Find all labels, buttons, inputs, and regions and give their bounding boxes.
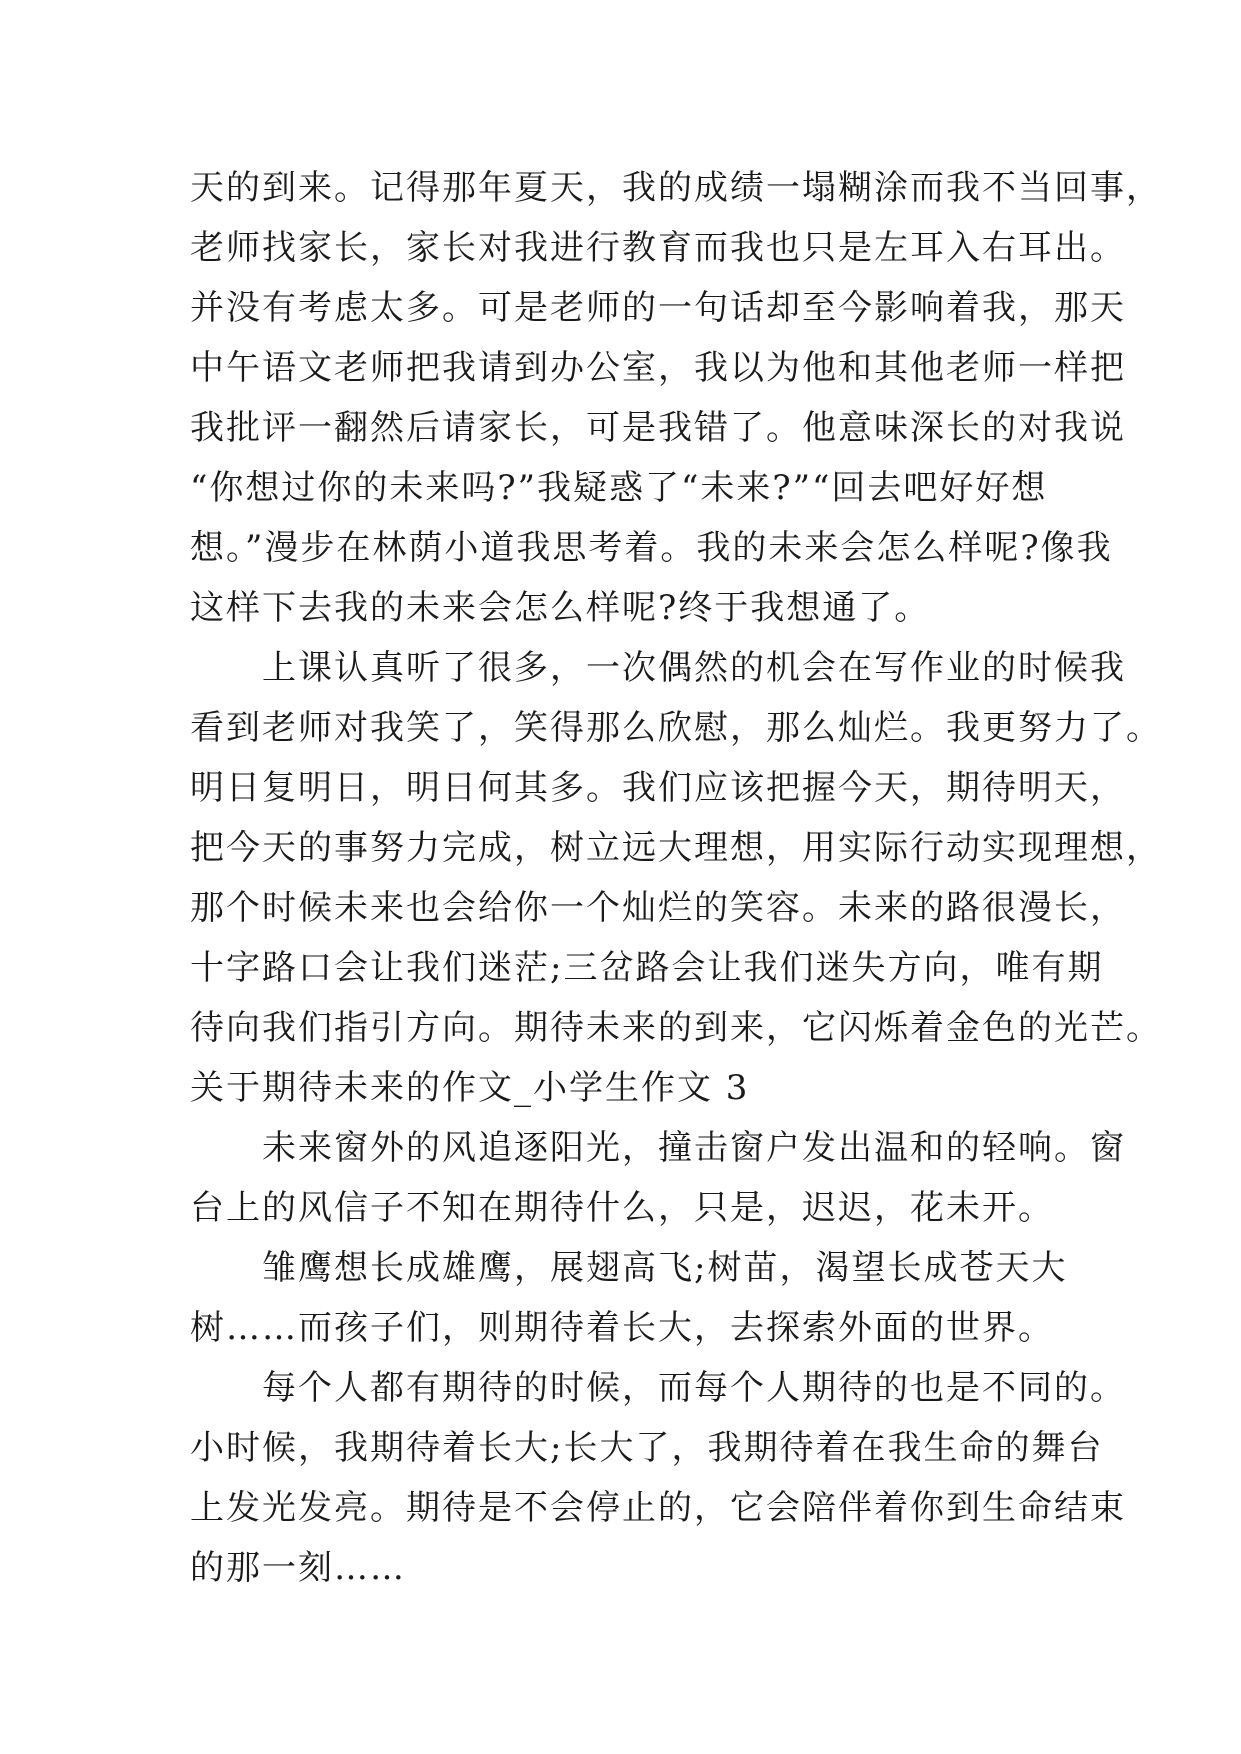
- essay-text: [190, 158, 1162, 1598]
- text-line: 小时候，我期待着长大;长大了，我期待着在我生命的舞台: [190, 1428, 1104, 1468]
- section-heading: 关于期待未来的作文_小学生作文 3: [190, 1068, 750, 1108]
- text-line: 上课认真听了很多，一次偶然的机会在写作业的时候我: [190, 648, 1126, 688]
- text-line: 天的到来。记得那年夏天，我的成绩一塌糊涂而我不当回事，: [190, 168, 1162, 208]
- text-line: 未来窗外的风追逐阳光，撞击窗户发出温和的轻响。窗: [190, 1128, 1126, 1168]
- text-line: 台上的风信子不知在期待什么，只是，迟迟，花未开。: [190, 1188, 1054, 1228]
- text-line: 这样下去我的未来会怎么样呢?终于我想通了。: [190, 588, 931, 628]
- text-line: 把今天的事努力完成，树立远大理想，用实际行动实现理想，: [190, 828, 1162, 868]
- text-line: 明日复明日，明日何其多。我们应该把握今天，期待明天，: [190, 768, 1126, 808]
- text-line: 那个时候未来也会给你一个灿烂的笑容。未来的路很漫长，: [190, 888, 1126, 928]
- text-line: 的那一刻……: [190, 1548, 406, 1588]
- text-line: 看到老师对我笑了，笑得那么欣慰，那么灿烂。我更努力了。: [190, 708, 1162, 748]
- text-line: “你想过你的未来吗?”我疑惑了“未来?”“回去吧好好想: [190, 468, 1048, 508]
- text-line: 待向我们指引方向。期待未来的到来，它闪烁着金色的光芒。: [190, 1008, 1162, 1048]
- text-line: 树……而孩子们，则期待着长大，去探索外面的世界。: [190, 1308, 1054, 1348]
- text-line: 我批评一翻然后请家长，可是我错了。他意味深长的对我说: [190, 408, 1126, 448]
- text-line: 中午语文老师把我请到办公室，我以为他和其他老师一样把: [190, 348, 1126, 388]
- text-line: 每个人都有期待的时候，而每个人期待的也是不同的。: [190, 1368, 1126, 1408]
- text-line: 上发光发亮。期待是不会停止的，它会陪伴着你到生命结束: [190, 1488, 1126, 1528]
- text-line: 老师找家长，家长对我进行教育而我也只是左耳入右耳出。: [190, 228, 1126, 268]
- text-line: 雏鹰想长成雄鹰，展翅高飞;树苗，渴望长成苍天大: [190, 1248, 1068, 1288]
- text-line: 想。”漫步在林荫小道我思考着。我的未来会怎么样呢?像我: [190, 528, 1113, 568]
- text-line: 十字路口会让我们迷茫;三岔路会让我们迷失方向，唯有期: [190, 948, 1104, 988]
- text-line: 并没有考虑太多。可是老师的一句话却至今影响着我，那天: [190, 288, 1126, 328]
